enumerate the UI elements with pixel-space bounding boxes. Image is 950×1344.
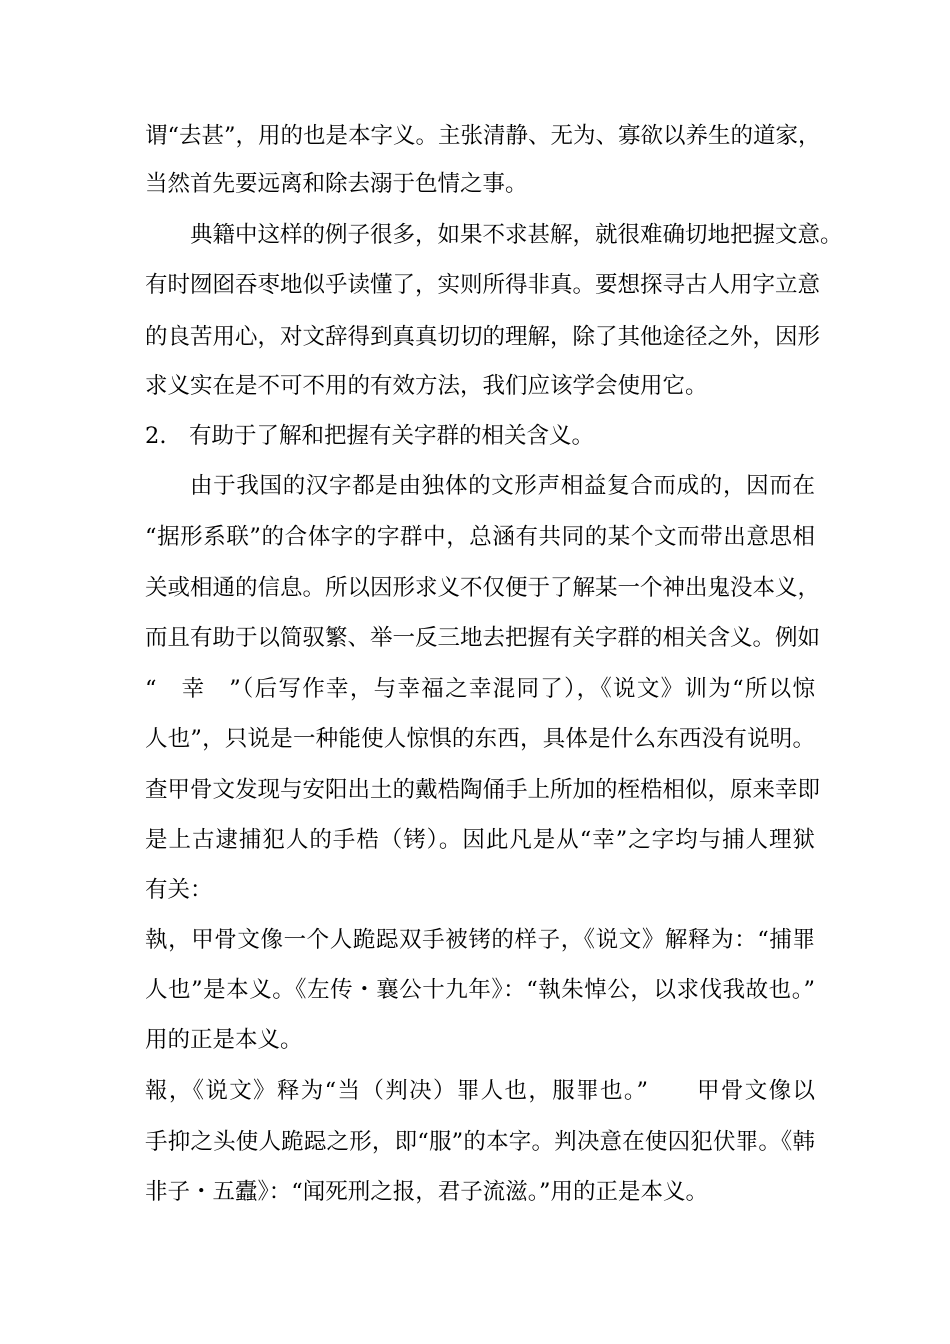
text-line: 而且有助于以简驭繁、举一反三地去把握有关字群的相关含义。例如 xyxy=(145,625,821,651)
text-line: 執，甲骨文像一个人跪跽双手被铐的样子，《说文》解释为：“捕罪 xyxy=(145,927,815,953)
text-line: 非子・五蠹》：“闻死刑之报，君子流滋。”用的正是本义。 xyxy=(145,1179,709,1205)
text-line: “据形系联”的合体字的字群中，总涵有共同的某个文而带出意思相 xyxy=(145,524,815,550)
section-heading: 2. 有助于了解和把握有关字群的相关含义。 xyxy=(145,423,594,449)
text-line: 有时囫囵吞枣地似乎读懂了，实则所得非真。要想探寻古人用字立意 xyxy=(145,272,821,298)
text-line: 人也”，只说是一种能使人惊惧的东西，具体是什么东西没有说明。 xyxy=(145,726,815,752)
text-line: 当然首先要远离和除去溺于色情之事。 xyxy=(145,171,528,197)
paragraph-start-line: 由于我国的汉字都是由独体的文形声相益复合而成的，因而在 xyxy=(190,473,815,499)
text-line: 報，《说文》释为“当（判决）罪人也，服罪也。” 甲骨文像以 xyxy=(145,1078,815,1104)
text-line: 用的正是本义。 xyxy=(145,1027,303,1053)
text-line: 人也”是本义。《左传・襄公十九年》：“執朱悼公，以求伐我故也。” xyxy=(145,977,815,1003)
text-line: 关或相通的信息。所以因形求义不仅便于了解某一个神出鬼没本义， xyxy=(145,575,821,601)
paragraph-start-line: 典籍中这样的例子很多，如果不求甚解，就很难确切地把握文意。 xyxy=(190,222,843,248)
text-line: 谓“去甚”，用的也是本字义。主张清静、无为、寡欲以养生的道家， xyxy=(145,123,821,149)
text-line: 的良苦用心，对文辞得到真真切切的理解，除了其他途径之外，因形 xyxy=(145,324,821,350)
text-line: 求义实在是不可不用的有效方法，我们应该学会使用它。 xyxy=(145,373,708,399)
text-line: “ 幸 ”（后写作幸，与幸福之幸混同了），《说文》训为“所以惊 xyxy=(145,676,815,702)
text-line: 是上古逮捕犯人的手梏（铐）。因此凡是从“幸”之字均与捕人理狱 xyxy=(145,827,815,853)
text-line: 有关： xyxy=(145,877,213,903)
text-line: 查甲骨文发现与安阳出土的戴梏陶俑手上所加的桎梏相似，原来幸即 xyxy=(145,777,821,803)
text-line: 手抑之头使人跪跽之形，即“服”的本字。判决意在使囚犯伏罪。《韩 xyxy=(145,1129,815,1155)
